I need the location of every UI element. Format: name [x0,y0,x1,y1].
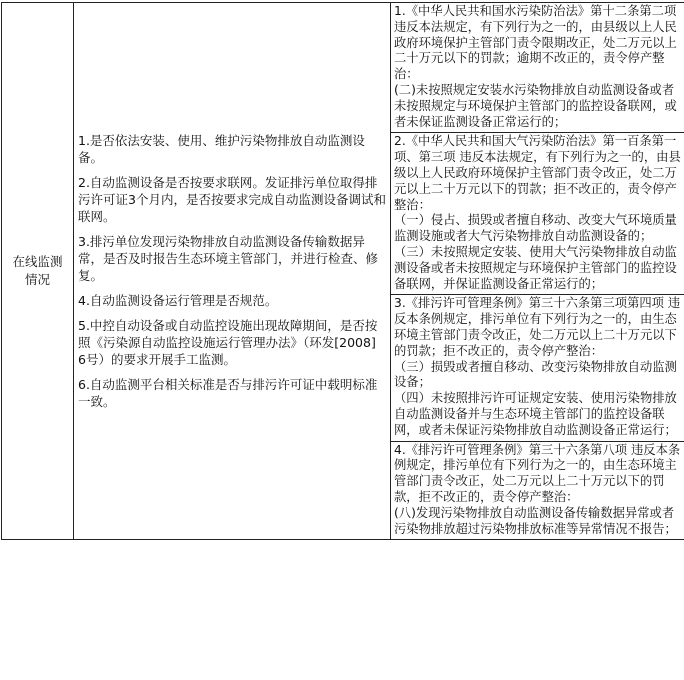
law-paragraph: 1.《中华人民共和国水污染防治法》第十二条第二项 违反本法规定，有下列行为之一的，由县级以上人民政府环境保护主管部门责令限期改正，处二万元以上二十万元以下的罚款；逾期不改正的，责令停产整治： [394,4,677,82]
table-row [2,3,684,540]
check-item: 6.自动监测平台相关标准是否与排污许可证中载明标准一致。 [78,377,378,410]
check-item: 1.是否依法安装、使用、维护污染物排放自动监测设备。 [78,133,365,166]
law-paragraph: （四）未按照排污许可证规定安装、使用污染物排放自动监测设备并与生态环境主管部门的监控设备联网，或者未保证污染物排放自动监测设备正常运行； [394,391,677,437]
law-paragraph: 4.《排污许可管理条例》第三十六条第八项 违反本条例规定，排污单位有下列行为之一的，由生态环境主管部门责令改正，处二万元以上二十万元以下的罚款，拒不改正的，责令停产整治： [394,442,681,504]
law-clause-2 [391,133,684,295]
check-item: 5.中控自动设备或自动监控设施出现故障期间，是否按照《污染源自动监控设施运行管理办法》（环发[2008] 6号）的要求开展手工监测。 [78,318,378,368]
law-paragraph: 2.《中华人民共和国大气污染防治法》第一百条第一项、第三项 违反本法规定，有下列行为之一的，由县级以上人民政府环境保护主管部门责令改正，处二万元以上二十万元以下的罚款；拒不改正的，责令停产整治： [394,134,681,212]
category-label-line-1: 在线监测 [12,254,63,270]
check-item: 4.自动监测设备运行管理是否规范。 [78,293,278,309]
law-paragraph: (八)发现污染物排放自动监测设备传输数据异常或者污染物排放超过污染物排放标准等异常情况不报告； [394,505,677,536]
check-items-cell [74,3,391,540]
law-clause-1 [391,3,684,133]
check-item: 2.自动监测设备是否按要求联网。发证排污单位取得排污许可证3个月内，是否按要求完成自动监测设备调试和联网。 [78,175,386,225]
category-label-line-2: 情况 [24,272,50,288]
law-paragraph: 3.《排污许可管理条例》第三十六条第三项第四项 违反本条例规定，排污单位有下列行为之一的，由生态环境主管部门责令改正，处二万元以上二十万元以下的罚款；拒不改正的，责令停产整治： [394,296,681,358]
law-paragraph: (二)未按照规定安装水污染物排放自动监测设备或者未按照规定与环境保护主管部门的监控设备联网，或者未保证监测设备正常运行的； [394,82,677,129]
category-cell [2,3,74,540]
check-item: 3.排污单位发现污染物排放自动监测设备传输数据异常，是否及时报告生态环境主管部门，并进行检查、修复。 [78,234,379,284]
law-paragraph: （三）未按照规定安装、使用大气污染物排放自动监测设备或者未按照规定与环境保护主管部门的监控设备联网，并保证监测设备正常运行的； [394,244,677,291]
law-clause-4 [391,442,684,540]
law-clause-3 [391,295,684,441]
legal-basis-cell [391,3,684,540]
law-paragraph: （一）侵占、损毁或者擅自移动、改变大气环境质量监测设施或者大气污染物排放自动监测设备的； [394,213,677,244]
law-paragraph: （三）损毁或者擅自移动、改变污染物排放自动监测设备； [394,359,677,390]
inspection-table [1,2,684,540]
